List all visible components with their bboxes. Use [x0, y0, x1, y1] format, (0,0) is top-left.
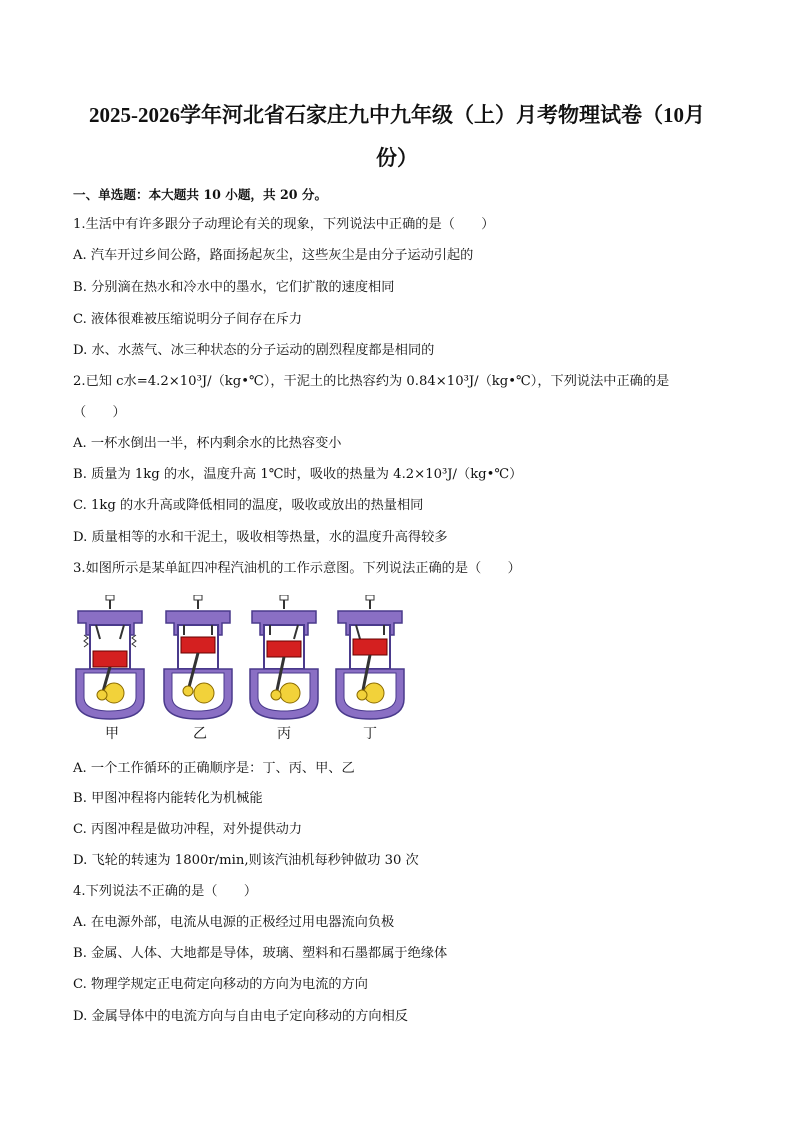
- engine-diagram-yi: [160, 595, 236, 721]
- figure-label-jia: 甲: [105, 726, 119, 742]
- question-3-option-b: B. 甲图冲程将内能转化为机械能: [73, 791, 263, 806]
- exam-title-line2: 份）: [376, 146, 418, 170]
- question-4-option-d: D. 金属导体中的电流方向与自由电子定向移动的方向相反: [73, 1009, 408, 1024]
- question-4-stem: 4.下列说法不正确的是（ ）: [73, 884, 258, 899]
- question-3-option-d: D. 飞轮的转速为 1800r/min,则该汽油机每秒钟做功 30 次: [73, 853, 419, 868]
- question-4-option-b: B. 金属、人体、大地都是导体，玻璃、塑料和石墨都属于绝缘体: [73, 946, 448, 961]
- figure-label-bing: 丙: [277, 726, 291, 742]
- engine-diagram-bing: [246, 595, 322, 721]
- question-4-option-c: C. 物理学规定正电荷定向移动的方向为电流的方向: [73, 977, 368, 992]
- question-3-stem: 3.如图所示是某单缸四冲程汽油机的工作示意图。下列说法正确的是（ ）: [73, 561, 521, 576]
- figure-label-ding: 丁: [363, 726, 377, 742]
- question-2-option-b: B. 质量为 1kg 的水，温度升高 1℃时，吸收的热量为 4.2×10³J/（kg•℃）: [73, 467, 523, 482]
- section-heading: 一、单选题：本大题共 10 小题，共 20 分。: [73, 187, 328, 202]
- question-1-option-d: D. 水、水蒸气、冰三种状态的分子运动的剧烈程度都是相同的: [73, 343, 435, 358]
- engine-diagram-ding: [332, 595, 408, 721]
- question-4-option-a: A. 在电源外部，电流从电源的正极经过用电器流向负极: [73, 915, 395, 930]
- engine-strokes-figure: [70, 595, 400, 745]
- question-1-option-b: B. 分别滴在热水和冷水中的墨水，它们扩散的速度相同: [73, 280, 395, 295]
- question-3-option-a: A. 一个工作循环的正确顺序是：丁、丙、甲、乙: [73, 761, 355, 776]
- question-2-option-a: A. 一杯水倒出一半，杯内剩余水的比热容变小: [73, 436, 342, 451]
- figure-label-yi: 乙: [193, 726, 207, 742]
- question-1-option-c: C. 液体很难被压缩说明分子间存在斥力: [73, 312, 303, 327]
- question-1-stem: 1.生活中有许多跟分子动理论有关的现象，下列说法中正确的是（ ）: [73, 217, 495, 232]
- question-2-stem: 2.已知 c水=4.2×10³J/（kg•℃），干泥土的比热容约为 0.84×10³J/（kg•℃），下列说法中正确的是: [73, 374, 670, 389]
- question-1-option-a: A. 汽车开过乡间公路，路面扬起灰尘，这些灰尘是由分子运动引起的: [73, 248, 474, 263]
- question-2-stem-cont: （ ）: [73, 405, 126, 420]
- engine-diagram-jia: [72, 595, 148, 721]
- question-2-option-c: C. 1kg 的水升高或降低相同的温度，吸收或放出的热量相同: [73, 498, 424, 513]
- exam-title-line1: 2025-2026学年河北省石家庄九中九年级（上）月考物理试卷（10月: [89, 103, 705, 127]
- question-3-option-c: C. 丙图冲程是做功冲程，对外提供动力: [73, 822, 303, 837]
- question-2-option-d: D. 质量相等的水和干泥土，吸收相等热量，水的温度升高得较多: [73, 530, 448, 545]
